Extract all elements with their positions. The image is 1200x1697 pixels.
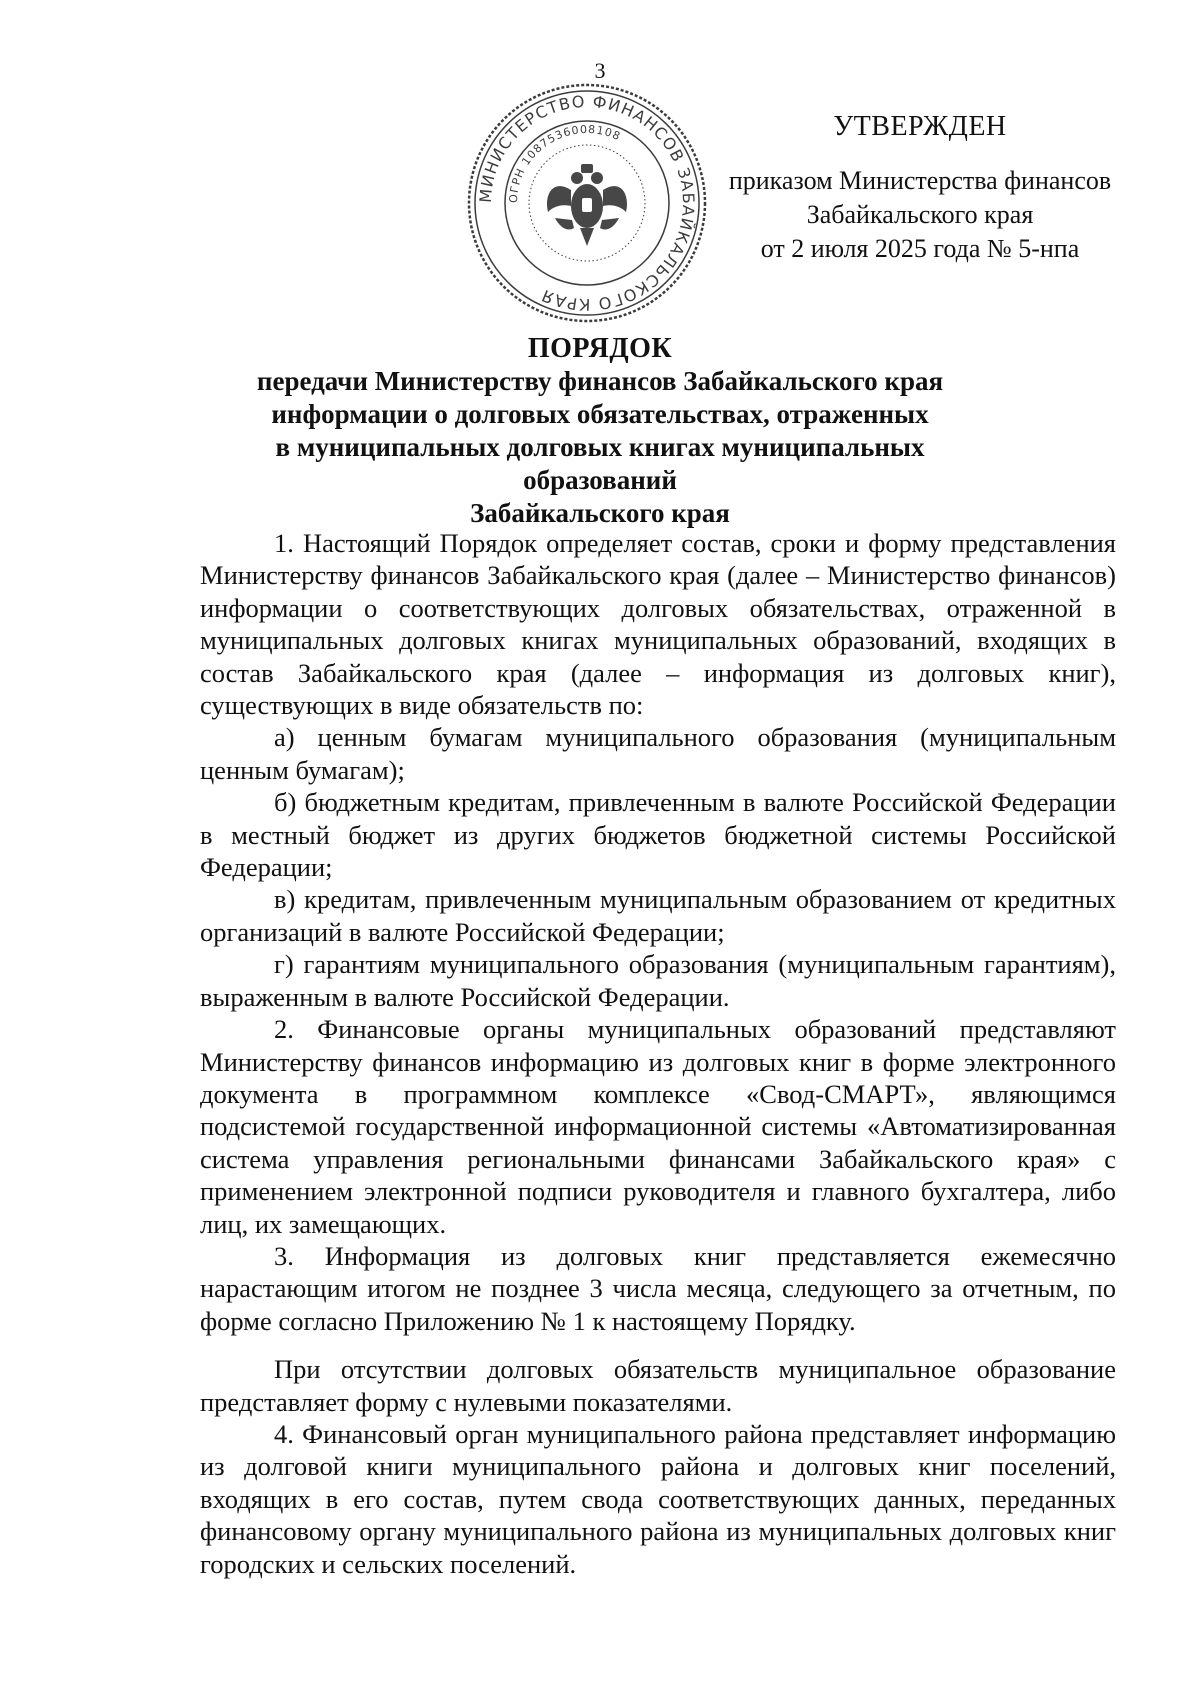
document-body [200,527,1116,1580]
paragraph-1-item-v: в) кредитам, привлеченным муниципальным образованием от кредитных организаций в валюте Российской Федерации; [200,884,1116,947]
paragraph-1-item-b: б) бюджетным кредитам, привлеченным в валюте Российской Федерации в местный бюджет из других бюджетов бюджетной системы Российской Федерации; [200,787,1116,883]
official-seal [462,78,712,328]
paragraph-3: 3. Информация из долговых книг представляется ежемесячно нарастающим итогом не позднее 3 числа месяца, следующего за отчетным, по форме согласно Приложению № 1 к настоящему Порядку. [200,1240,1116,1336]
page-number: 3 [594,58,606,83]
approval-order-line: приказом Министерства финансов [728,166,1112,195]
seal-inner-text: ОГРН 1087536008108 [506,122,623,204]
document-heading [200,332,1000,530]
paragraph-1-item-a: а) ценным бумагам муниципального образования (муниципальным ценным бумагам); [200,722,1116,785]
heading-line-4: Забайкальского края [470,498,730,528]
paragraph-3-note: При отсутствии долговых обязательств муниципальное образование представляет форму с нулевыми показателями. [200,1354,1116,1417]
paragraph-1: 1. Настоящий Порядок определяет состав, сроки и форму представления Министерству финансов Забайкальского края (далее – Министерство финансов) информации о соответствующих долговых обязательствах, отраженной в муниципальных долговых книгах муниципальных образований, входящих в состав Забайкальского края (далее – информация из долговых книг), существующих в виде обязательств по: [200,528,1116,721]
paragraph-2: 2. Финансовые органы муниципальных образований представляют Министерству финансов информацию из долговых книг в форме электронного документа в программном комплексе «Свод-СМАРТ», являющимся подсистемой государственной информационной системы «Автоматизированная система управления региональными финансами Забайкальского края» с применением электронной подписи руководителя и главного бухгалтера, либо лиц, их замещающих. [200,1014,1116,1239]
approval-region-line: Забайкальского края [806,200,1034,229]
paragraph-1-item-g: г) гарантиям муниципального образования (муниципальным гарантиям), выраженным в валюте Российской Федерации. [200,949,1116,1012]
heading-line-3: в муниципальных долговых книгах муниципальных образований [275,432,925,495]
seal-ring-text: МИНИСТЕРСТВО ФИНАНСОВ ЗАБАЙКАЛЬСКОГО КРАЯ [475,91,699,315]
approval-block [700,110,1140,266]
document-title: ПОРЯДОК [527,333,673,364]
paragraph-4: 4. Финансовый орган муниципального района представляет информацию из долговой книги муниципального района и долговых книг поселений, входящих в его состав, путем свода соответствующих данных, переданных финансовому органу муниципального района из муниципальных долговых книг городских и сельских поселений. [200,1418,1116,1579]
heading-line-2: информации о долговых обязательствах, отраженных [271,399,929,429]
approval-date-line: от 2 июля 2025 года № 5-нпа [760,234,1080,263]
approved-label: УТВЕРЖДЕН [833,111,1007,142]
heading-line-1: передачи Министерству финансов Забайкальского края [256,366,944,396]
